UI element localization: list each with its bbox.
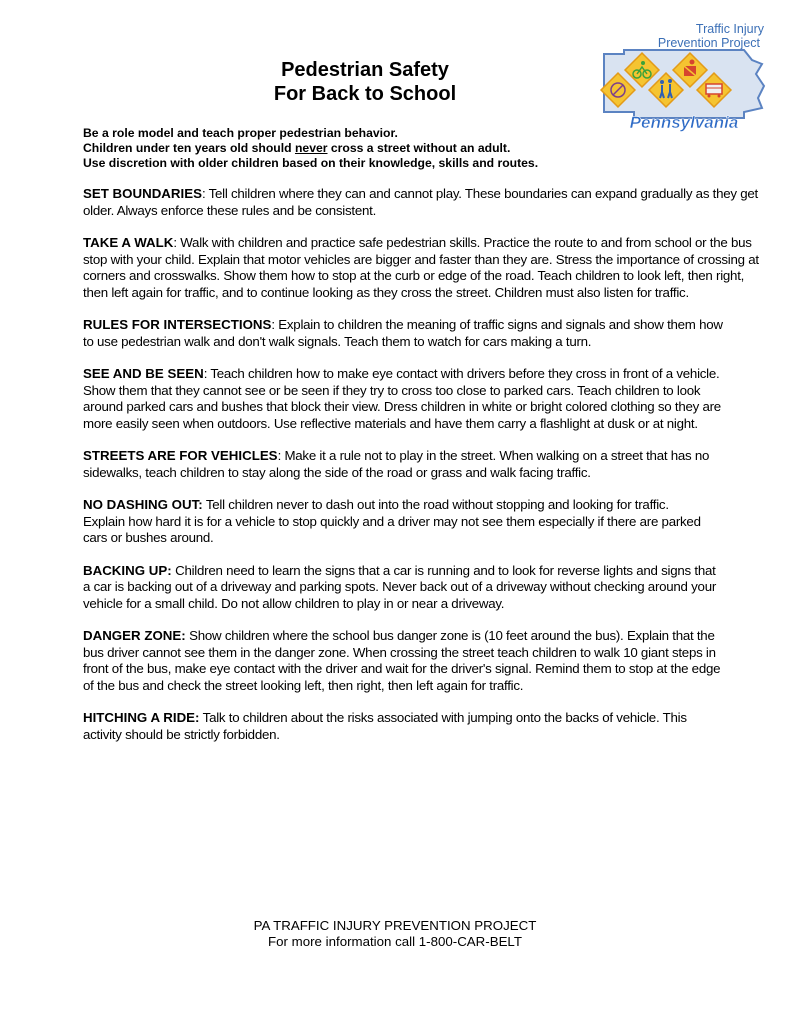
- intro-line-2-start: Children under ten years old should: [83, 141, 295, 155]
- intro-line-2-end: cross a street without an adult.: [327, 141, 511, 155]
- logo-caption-line-1: Traffic Injury: [695, 22, 764, 36]
- footer: [150, 918, 640, 950]
- section-text: : Make it a rule not to play in the street. When walking on a street that has no sidewalks, teach children to stay along the side of the road or grass and walk facing traffic.: [83, 448, 710, 480]
- document-title: [230, 58, 500, 106]
- section-hitching-a-ride: [83, 710, 693, 743]
- section-text: : Walk with children and practice safe pedestrian skills. Practice the route to and from school or the bus stop with your child. Explain that motor vehicles are bigger and faster than they are. Stress the importance of crossing at corners and crosswalks. Show them how to stop at the curb or edge of the road. Teach children to look left, then right, then left again for traffic, and to continue looking as they cross the street. Children must also listen for traffic.: [83, 235, 759, 300]
- section-backing-up: [83, 563, 723, 613]
- section-take-a-walk: [83, 235, 763, 301]
- section-set-boundaries: [83, 186, 763, 219]
- title-line-1: Pedestrian Safety: [281, 59, 449, 81]
- section-label: BACKING UP:: [83, 562, 172, 578]
- section-label: RULES FOR INTERSECTIONS: [83, 317, 272, 332]
- footer-contact: For more information call 1-800-CAR-BELT: [268, 934, 522, 949]
- intro-line-3: Use discretion with older children based on their knowledge, skills and routes.: [83, 156, 539, 170]
- tipp-logo: [594, 22, 774, 132]
- section-label: STREETS ARE FOR VEHICLES: [83, 448, 278, 463]
- section-text: Talk to children about the risks associated with jumping onto the backs of vehicle. This activity should be strictly forbidden.: [83, 710, 687, 742]
- section-label: TAKE A WALK: [83, 235, 174, 250]
- footer-organization: PA TRAFFIC INJURY PREVENTION PROJECT: [253, 918, 537, 933]
- section-rules-for-intersections: [83, 317, 723, 350]
- section-no-dashing-out: [83, 497, 713, 547]
- intro-line-2: [83, 141, 663, 156]
- title-line-2: For Back to School: [273, 83, 457, 105]
- section-label: HITCHING A RIDE:: [83, 710, 200, 725]
- safety-tips: [83, 186, 763, 759]
- logo-state-label: Pennsylvania: [629, 113, 739, 132]
- section-text: Show children where the school bus danger zone is (10 feet around the bus). Explain that the bus driver cannot see them in the danger zone. When crossing the street teach children to walk 10 giant steps in front of the bus, make eye contact with the driver and wait for the driver's signal. Remind them to stop at the edge of the bus and check the street looking left, then right, then left again for traffic.: [83, 628, 721, 693]
- section-text: : Explain to children the meaning of traffic signs and signals and show them how to use pedestrian walk and don't walk signals. Teach them to watch for cars making a turn.: [83, 317, 723, 349]
- section-text: : Tell children where they can and cannot play. These boundaries can expand gradually as they get older. Always enforce these rules and be consistent.: [83, 186, 758, 218]
- section-streets-are-for-vehicles: [83, 448, 713, 481]
- section-text: Tell children never to dash out into the road without stopping and looking for traffic. Explain how hard it is for a vehicle to stop quickly and a driver may not see them especially if there are parked cars or bushes around.: [83, 497, 701, 545]
- intro-line-1: Be a role model and teach proper pedestrian behavior.: [83, 126, 398, 140]
- section-text: Children need to learn the signs that a car is running and to look for reverse lights and signs that a car is backing out of a driveway and parking spots. Never back out of a driveway without checking around your vehicle for a small child. Do not allow children to play in or near a driveway.: [83, 562, 717, 611]
- section-text: : Teach children how to make eye contact with drivers before they cross in front of a vehicle. Show them that they cannot see or be seen if they try to cross too close to parked cars. Teach children to look around parked cars and bushes that block their view. Dress children in white or bright colored clothing so they are more easily seen when outdoors. Use reflective materials and have them carry a flashlight at dusk or at night.: [83, 366, 721, 431]
- section-label: DANGER ZONE:: [83, 628, 186, 643]
- intro-emphasis-never: never: [294, 141, 328, 155]
- intro-text: [83, 126, 663, 171]
- pennsylvania-map-icon: [594, 46, 774, 132]
- section-see-and-be-seen: [83, 366, 743, 432]
- section-label: SET BOUNDARIES: [83, 186, 202, 201]
- logo-caption-line-2: Prevention Project: [657, 36, 760, 50]
- section-label: SEE AND BE SEEN: [83, 366, 204, 381]
- section-label: NO DASHING OUT:: [83, 497, 203, 512]
- section-danger-zone: [83, 628, 723, 694]
